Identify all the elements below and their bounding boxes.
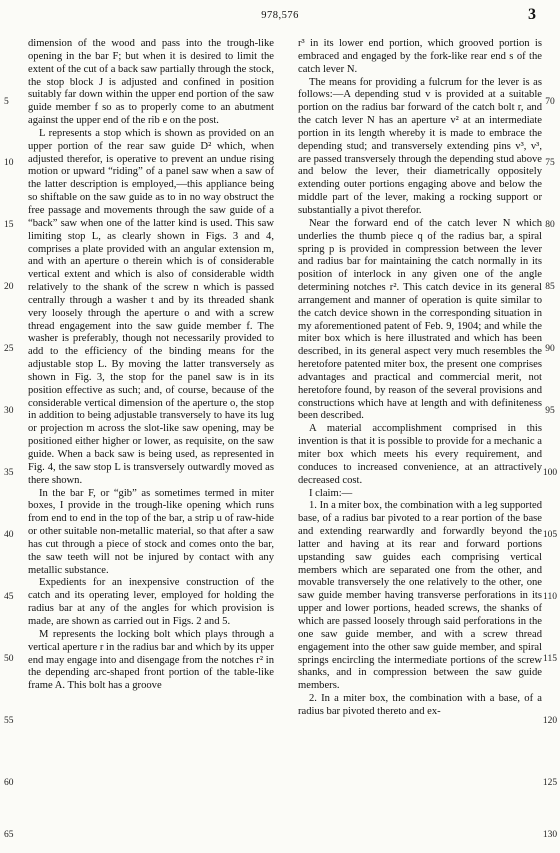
line-number: 125 [542, 778, 558, 788]
line-number: 60 [4, 778, 14, 788]
line-number: 75 [545, 158, 555, 168]
line-number: 105 [542, 530, 558, 540]
line-number: 95 [545, 406, 555, 416]
claims-heading: I claim:— [309, 487, 353, 499]
line-number: 130 [542, 830, 558, 840]
paragraph: Near the forward end of the catch lever N which underlies the thumb piece q of the radius bar, a spiral spring p is provided in compression between the lever and radius bar for maintaining the catch normally in its position of interlock in any given one of the angle determining notches r². This catch device in its general arrangement and manner of operation is quite similar to the catch device shown in the corresponding situation in my aforementioned patent of Feb. 9, 1904; and while the miter box which is here illustrated and which has been described, in its general aspect very much resembles the heretofore patented miter box, the present one comprises advantages and practical and commercial merit, not heretofore found, by reason of the several provisions and constructions which have at length and with definiteness been described. [298, 217, 542, 422]
line-number: 5 [4, 97, 9, 107]
line-number: 45 [4, 592, 14, 602]
page-header [0, 8, 560, 24]
paragraph: In the bar F, or “gib” as sometimes termed in miter boxes, I provide in the trough-like opening which runs from end to end in the top of the bar, a strip u of raw-hide or other suitable non-metallic material, so that after a saw has cut through a piece of stock and comes onto the bar, the saw teeth will not be injured by contact with any metallic substance. [28, 487, 274, 576]
paragraph: L represents a stop which is shown as provided on an upper portion of the rear saw guide D² which, when adjusted therefor, is operative to prevent an undue rising motion or upward “riding” of a panel saw when a saw of the latter description is employed,—this appliance being so shiftable on the saw guide as to in no way obstruct the free passage and movements through the saw guide of a “back” saw when one of the latter kind is used. This saw limiting stop L, as clearly shown in Figs. 3 and 4, comprises a plate provided with an angular extension m, and with an aperture o therein which is of considerable vertical extent and which is also of considerable width relatively to the shank of the screw n which is passed centrally through a washer t and by its threaded shank very loosely through the aperture o and with a screw thread engagement into the saw guide member f. The washer is preferably, though not necessarily provided to add to the efficiency of the binding means for the adjustable stop L. By moving the latter transversely as shown in Fig. 3, the stop for the panel saw is in its position effective as such; and, of course, because of the considerable vertical dimension of the aperture o, the stop in addition to being adjustable transversely to have its lug or projection m across the slot-like saw opening, may be positioned either higher or lower, as requisite, on the saw guide. When a back saw is being used, as represented in Fig. 4, the saw stop L is transversely outwardly moved as there shown. [28, 127, 274, 486]
line-number: 30 [4, 406, 14, 416]
patent-number: 978,576 [261, 10, 299, 21]
line-number: 20 [4, 282, 14, 292]
claim-paragraph: 1. In a miter box, the combination with a leg supported base, of a radius bar pivoted to a rear portion of the base and extending rearwardly and forwardly beyond the latter and having at its rear and forward portions upstanding saw guides each comprising vertical members which are separated one from the other, and movable transversely the one relatively to the other, one saw guide member having transverse perforations in its upper and lower portions, headed screws, the shanks of which are passed loosely through said perforations in the one saw guide member, and with a screw thread engagement into the other saw guide member, and spiral springs encircling the intermediate portions of the screw shanks, and in compression between the saw guide members. [298, 500, 543, 692]
paragraph: The means for providing a fulcrum for the lever is as follows:—A depending stud v is provided at a suitable portion on the radius bar forward of the catch bolt r, and the catch lever N has an aperture v² at an intermediate portion in its length whereby it is made to embrace the depending stud; and transversely extending pins v³, v³, are passed transversely through the depending stud above and below the lever, their diametrically oppositely extending outer portions engaging above and below the middle part of the lever, making a rocking support or substantially a pivot therefor. [298, 76, 542, 216]
line-number: 80 [545, 220, 555, 230]
line-number: 55 [4, 716, 14, 726]
paragraph: Expedients for an inexpensive construction of the catch and its operating lever, employed for holding the radius bar at any of the angles for which provision is made, are shown as carried out in Figs. 2 and 5. [28, 577, 274, 627]
line-number: 35 [4, 468, 14, 478]
line-number: 120 [542, 716, 558, 726]
paragraph: dimension of the wood and pass into the trough-like opening in the bar F; but when it is desired to limit the extent of the cut of a back saw partially through the stock, the stop block J is adjusted and confined in position suitably far down within the upper end portion of the saw guide member f so as to properly come to an abutment against the upper end of the rib e on the post. [28, 38, 274, 127]
right-column [298, 38, 542, 719]
line-number: 100 [542, 468, 558, 478]
line-number: 90 [545, 344, 555, 354]
page-number: 3 [528, 6, 536, 23]
line-number: 40 [4, 530, 14, 540]
paragraph: M represents the locking bolt which plays through a vertical aperture r in the radius bar and which by its upper end may engage into and disengage from the notches r² in the depending arc-shaped front portion of the table-like frame A. This bolt has a groove [28, 628, 274, 692]
line-number: 50 [4, 654, 14, 664]
line-number: 15 [4, 220, 14, 230]
line-number: 115 [543, 654, 557, 664]
line-number: 70 [545, 97, 555, 107]
claim-paragraph: 2. In a miter box, the combination with a base, of a radius bar pivoted thereto and ex- [298, 693, 542, 717]
paragraph: A material accomplishment comprised in this invention is that it is possible to provide for a mechanic a miter box which meets his every requirement, and conduces to increased convenience, at an attractively decreased cost. [298, 423, 542, 486]
line-number: 25 [4, 344, 14, 354]
line-number: 10 [4, 158, 14, 168]
line-number: 110 [543, 592, 557, 602]
line-number: 65 [4, 830, 14, 840]
line-number: 85 [545, 282, 555, 292]
paragraph: r³ in its lower end portion, which grooved portion is embraced and engaged by the fork-like rear end s of the catch lever N. [298, 38, 542, 75]
left-column [28, 38, 274, 693]
